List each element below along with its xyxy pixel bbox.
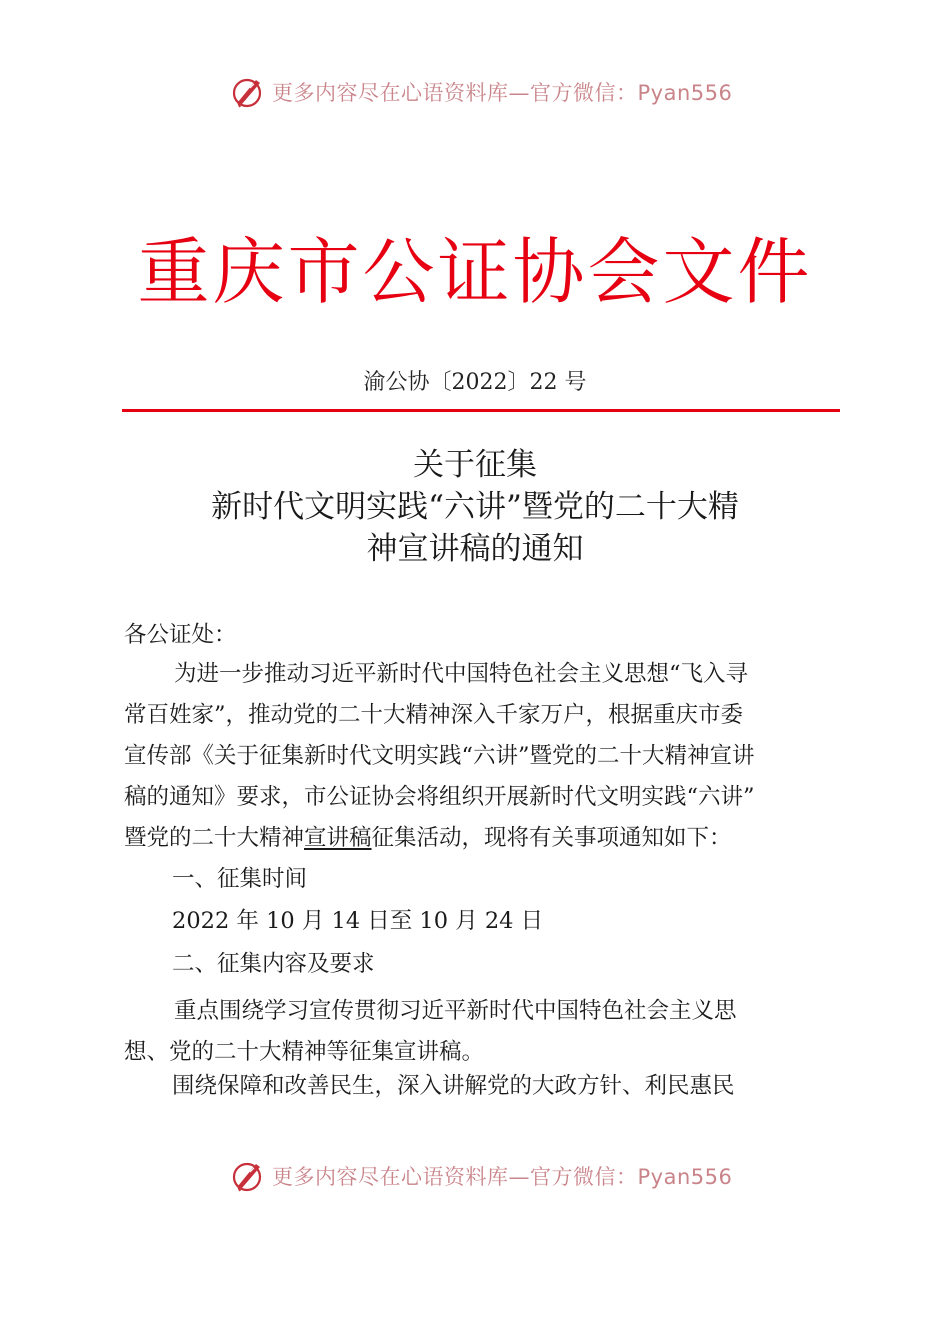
notice-title-line-3: 神宣讲稿的通知 <box>366 531 584 567</box>
watermark-top <box>230 72 733 112</box>
notice-title <box>100 444 850 570</box>
watermark-bottom <box>230 1156 733 1196</box>
paragraph-livelihood-line: 围绕保障和改善民生，深入讲解党的大政方针、利民惠民 <box>172 1073 735 1099</box>
notice-title-line-2: 新时代文明实践“六讲”暨党的二十大精 <box>211 489 739 525</box>
paragraph-line <box>124 818 844 859</box>
paragraph-content <box>124 991 844 1073</box>
section-heading-content: 二、征集内容及要求 <box>172 951 375 977</box>
document-org-title: 重庆市公证协会文件 <box>137 230 813 314</box>
collection-period: 2022 年 10 月 14 日至 10 月 24 日 <box>172 908 544 934</box>
paragraph-line: 稿的通知》要求，市公证协会将组织开展新时代文明实践“六讲” <box>124 784 755 810</box>
quill-logo-icon <box>230 74 266 110</box>
watermark-text: 更多内容尽在心语资料库—官方微信：Pyan556 <box>272 81 733 105</box>
notice-title-line-1: 关于征集 <box>413 447 537 483</box>
salutation: 各公证处： <box>124 622 237 648</box>
paragraph-intro <box>124 654 844 859</box>
underlined-term: 宣讲稿 <box>304 825 372 851</box>
paragraph-line: 想、党的二十大精神等征集宣讲稿。 <box>124 1039 485 1065</box>
text-segment: 征集活动，现将有关事项通知如下： <box>371 825 732 851</box>
document-number: 渝公协〔2022〕22 号 <box>363 370 587 395</box>
quill-logo-icon <box>230 1158 266 1194</box>
paragraph-line: 为进一步推动习近平新时代中国特色社会主义思想“飞入寻 <box>174 661 749 687</box>
paragraph-line: 宣传部《关于征集新时代文明实践“六讲”暨党的二十大精神宣讲 <box>124 743 755 769</box>
section-heading-time: 一、征集时间 <box>172 866 308 892</box>
paragraph-line: 常百姓家”，推动党的二十大精神深入千家万户，根据重庆市委 <box>124 702 744 728</box>
red-divider-line <box>122 409 840 412</box>
text-segment: 暨党的二十大精神 <box>124 825 305 851</box>
watermark-text: 更多内容尽在心语资料库—官方微信：Pyan556 <box>272 1165 733 1189</box>
paragraph-line: 重点围绕学习宣传贯彻习近平新时代中国特色社会主义思 <box>174 998 737 1024</box>
